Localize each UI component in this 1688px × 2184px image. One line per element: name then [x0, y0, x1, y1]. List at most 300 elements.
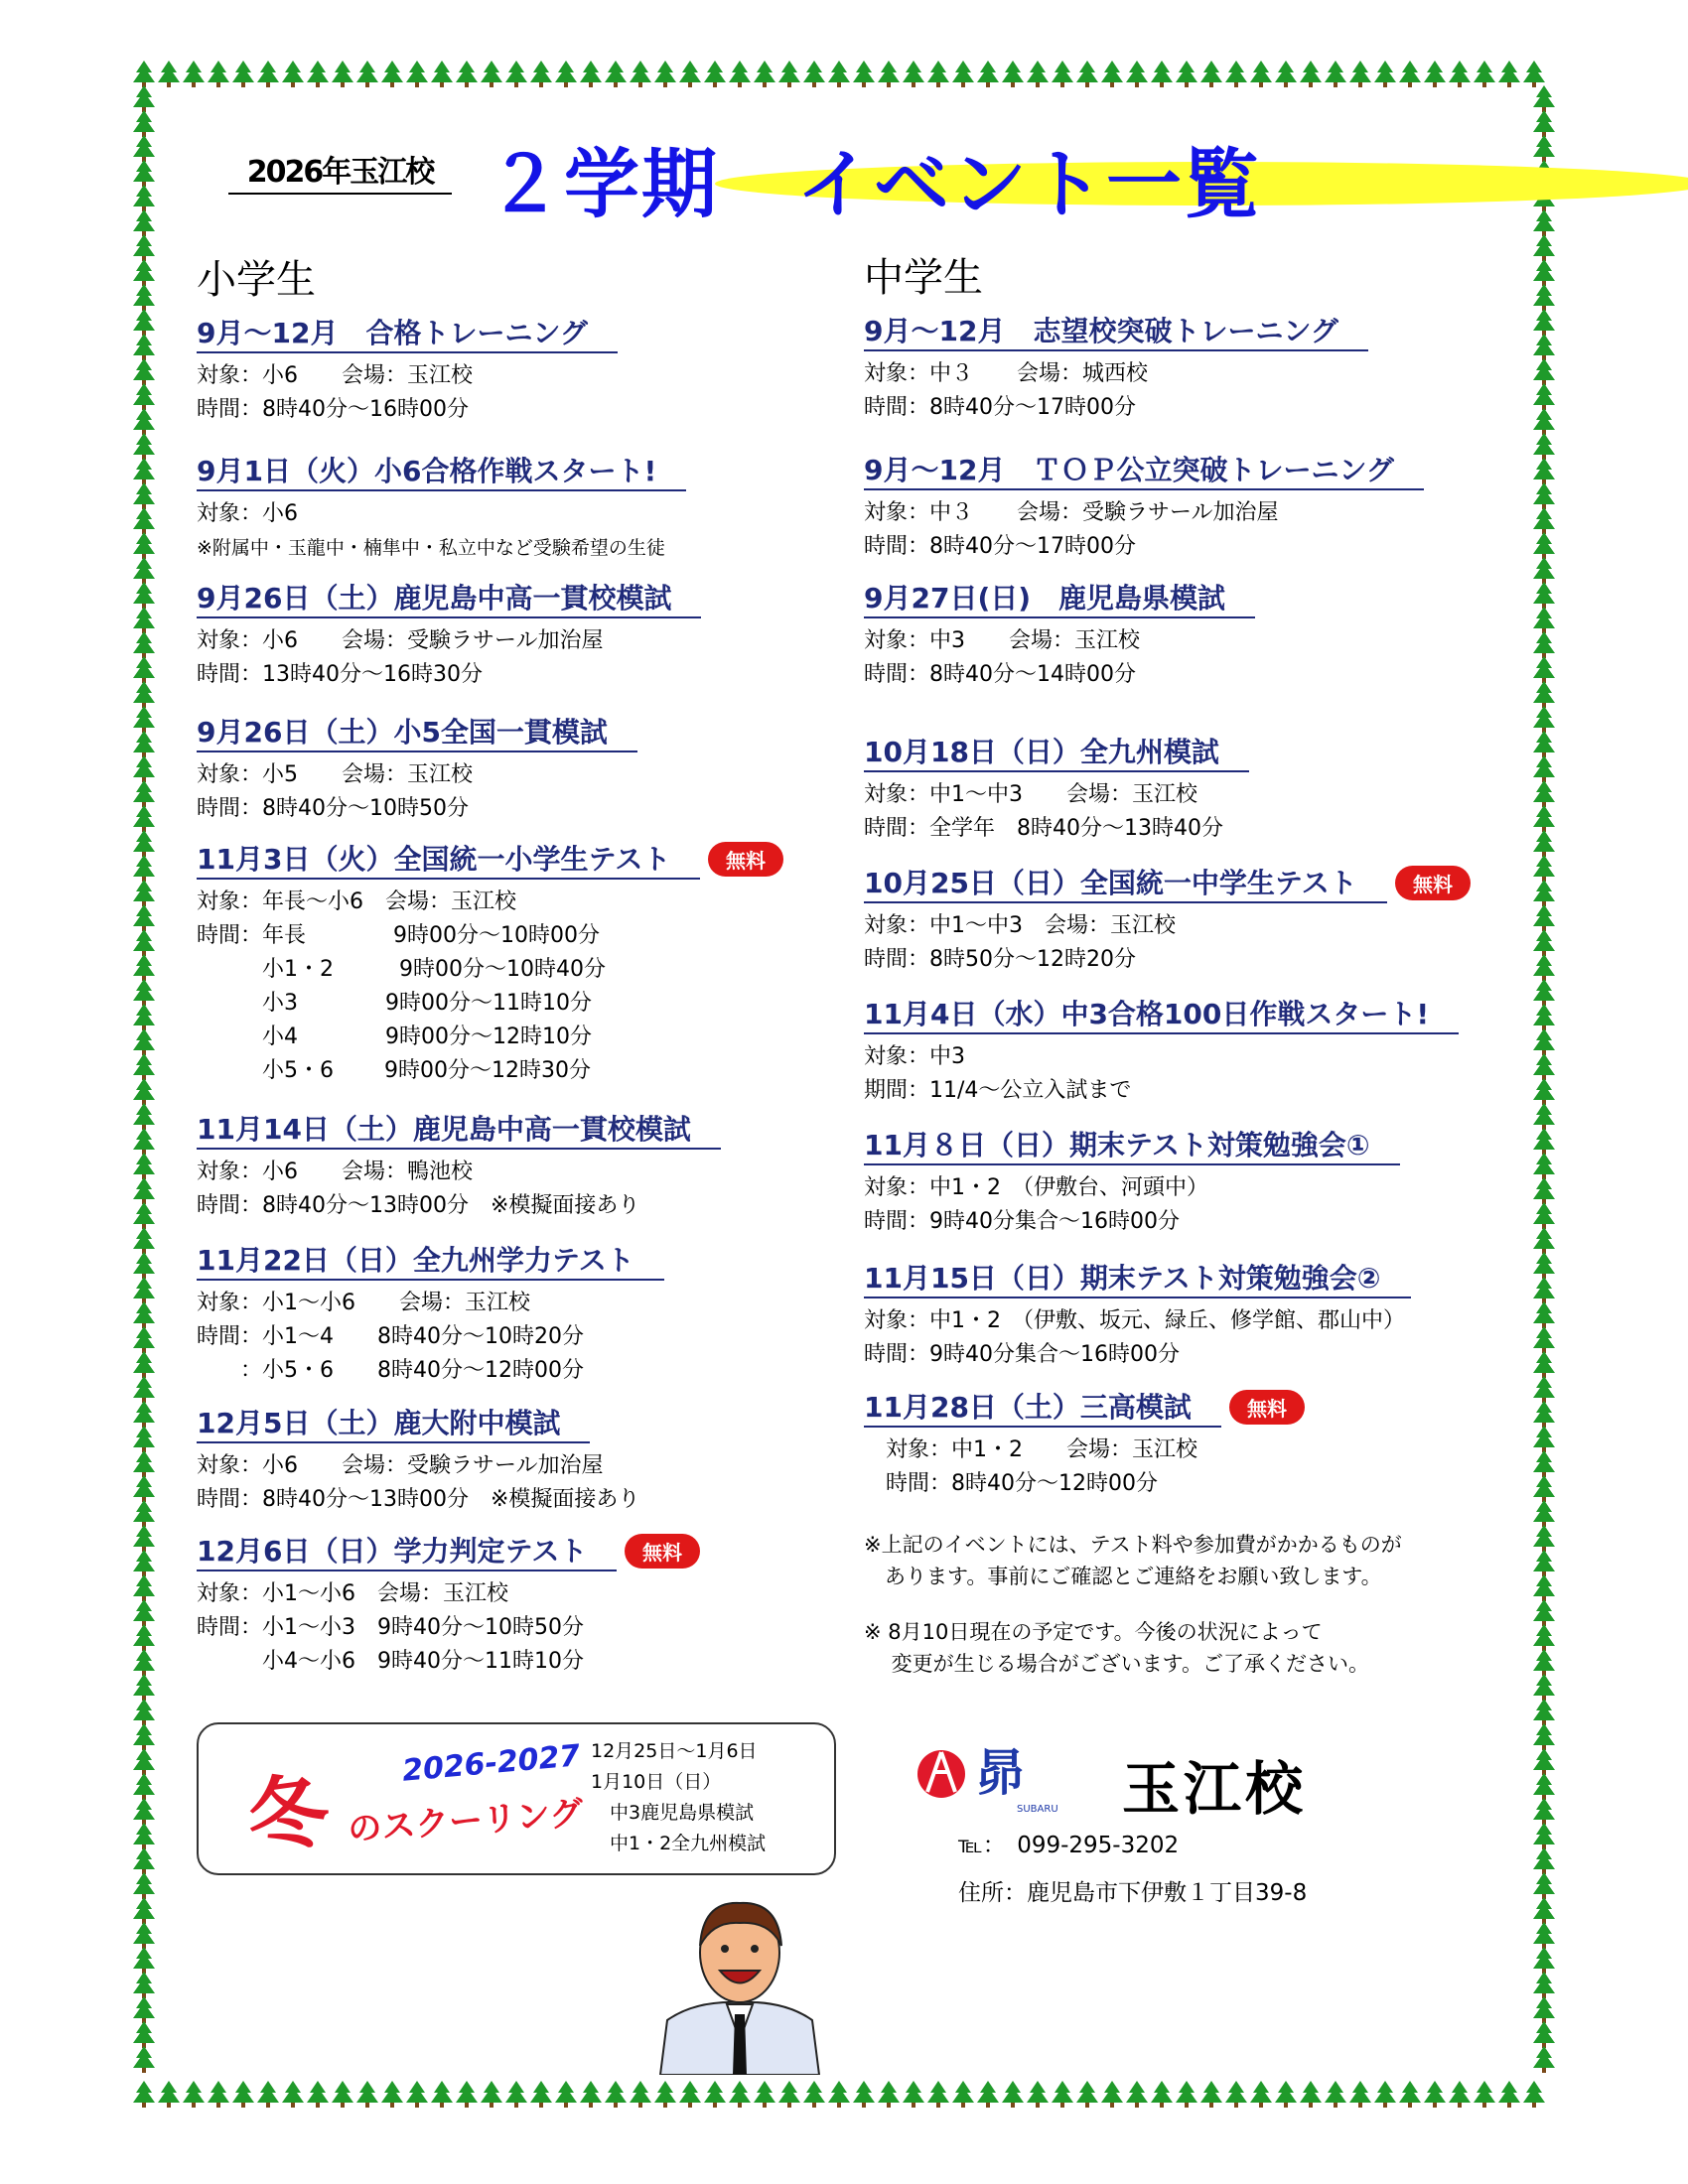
- tree-icon: [133, 1823, 155, 1849]
- tree-icon: [1349, 61, 1371, 87]
- teacher-illustration: [655, 1891, 824, 2075]
- free-badge: 無料: [1229, 1390, 1305, 1425]
- tree-icon: [679, 61, 701, 87]
- event-item: [864, 735, 1499, 846]
- tree-icon: [630, 2081, 651, 2108]
- event-line: 対象：小6 会場：鴨池校: [197, 1160, 473, 1184]
- tree-icon: [1474, 2081, 1495, 2108]
- tree-icon: [133, 358, 155, 385]
- tree-icon: [133, 607, 155, 633]
- tree-icon: [1027, 2081, 1049, 2108]
- tree-icon: [133, 482, 155, 509]
- tree-icon: [356, 61, 378, 87]
- tree-icon: [1533, 557, 1555, 584]
- event-item: [864, 453, 1499, 564]
- tree-icon: [133, 880, 155, 906]
- tree-icon: [1533, 234, 1555, 261]
- tree-icon: [1002, 2081, 1024, 2108]
- event-item: [197, 581, 832, 692]
- free-badge: 無料: [708, 842, 783, 877]
- tree-icon: [133, 780, 155, 807]
- winter-line: 中1・2全九州模試: [591, 1833, 767, 1854]
- tree-icon: [1052, 61, 1073, 87]
- tree-icon: [878, 61, 900, 87]
- tree-icon: [133, 1475, 155, 1502]
- address: 住所：鹿児島市下伊敷１丁目39-8: [958, 1880, 1308, 1906]
- tree-icon: [654, 2081, 676, 2108]
- tree-icon: [406, 61, 428, 87]
- tree-icon: [853, 2081, 875, 2108]
- tree-icon: [903, 2081, 924, 2108]
- event-line: 対象：年長〜小6 会場：玉江校: [197, 889, 516, 914]
- tree-icon: [1533, 482, 1555, 509]
- tree-icon: [232, 2081, 254, 2108]
- tree-icon: [133, 234, 155, 261]
- tree-icon: [133, 1202, 155, 1229]
- tree-icon: [1533, 1103, 1555, 1130]
- tree-icon: [1533, 383, 1555, 410]
- tree-icon: [1533, 408, 1555, 435]
- tree-icon: [803, 61, 825, 87]
- event-item: [197, 454, 832, 565]
- tree-icon: [1533, 1351, 1555, 1378]
- tree-icon: [1374, 61, 1396, 87]
- tree-icon: [1523, 61, 1545, 87]
- tree-icon: [133, 706, 155, 733]
- tree-icon: [1533, 1277, 1555, 1303]
- tree-icon: [1533, 433, 1555, 460]
- tree-icon: [927, 61, 949, 87]
- tree-icon: [133, 160, 155, 187]
- winter-schooling-text: のスクーリング: [347, 1793, 585, 1850]
- tree-icon: [853, 61, 875, 87]
- tree-icon: [1533, 1823, 1555, 1849]
- event-item: [864, 1390, 1499, 1501]
- tree-icon: [1449, 2081, 1471, 2108]
- tree-icon: [282, 2081, 304, 2108]
- tree-icon: [133, 631, 155, 658]
- tree-icon: [530, 2081, 552, 2108]
- event-line: 時間：9時40分集合〜16時00分: [864, 1342, 1180, 1367]
- event-title: 10月25日（日）全国統一中学生テスト: [864, 866, 1387, 903]
- event-line: 対象：小6 会場：受験ラサール加治屋: [197, 1453, 604, 1478]
- tree-icon: [133, 1649, 155, 1676]
- tree-icon: [555, 2081, 577, 2108]
- tree-icon: [133, 855, 155, 882]
- event-line: 時間：8時40分〜14時00分: [864, 662, 1136, 687]
- tree-icon: [1533, 1872, 1555, 1899]
- tree-icon: [1533, 1897, 1555, 1924]
- tree-icon: [1300, 61, 1322, 87]
- tree-icon: [456, 61, 478, 87]
- tree-icon: [133, 1401, 155, 1428]
- event-line: 対象：中３ 会場：受験ラサール加治屋: [864, 500, 1279, 525]
- tree-icon: [133, 1699, 155, 1725]
- tree-icon: [1533, 904, 1555, 931]
- tree-icon: [1533, 1649, 1555, 1676]
- tree-icon: [133, 1972, 155, 1998]
- tree-icon: [952, 2081, 974, 2108]
- tree-icon: [133, 61, 155, 87]
- tree-icon: [605, 2081, 627, 2108]
- tree-icon: [133, 557, 155, 584]
- tree-icon: [878, 2081, 900, 2108]
- tree-icon: [1533, 755, 1555, 782]
- tree-icon: [1533, 1450, 1555, 1477]
- tree-icon: [133, 731, 155, 757]
- tree-icon: [1533, 458, 1555, 484]
- tree-icon: [133, 1897, 155, 1924]
- winter-line: 1月10日（日）: [591, 1771, 722, 1793]
- event-line: 対象：小5 会場：玉江校: [197, 762, 473, 787]
- tree-icon: [1533, 1376, 1555, 1403]
- tree-icon: [1533, 1599, 1555, 1626]
- event-line: 時間：小1〜小3 9時40分〜10時50分: [197, 1615, 584, 1640]
- event-line: 対象：中1・2 会場：玉江校: [864, 1437, 1197, 1462]
- tree-icon: [332, 2081, 353, 2108]
- tree-icon: [977, 61, 999, 87]
- tree-icon: [828, 2081, 850, 2108]
- tree-icon: [1449, 61, 1471, 87]
- tree-icon: [1533, 1177, 1555, 1204]
- event-line: 期間：11/4〜公立入試まで: [864, 1078, 1132, 1103]
- tree-icon: [133, 2081, 155, 2108]
- tree-icon: [1126, 61, 1148, 87]
- tree-icon: [927, 2081, 949, 2108]
- tree-icon: [133, 805, 155, 832]
- tree-icon: [1498, 61, 1520, 87]
- winter-schooling-box: [197, 1722, 836, 1875]
- tree-icon: [133, 1500, 155, 1527]
- tree-icon: [133, 1599, 155, 1626]
- tree-icon: [1533, 1847, 1555, 1874]
- tree-icon: [605, 61, 627, 87]
- event-line: 対象：小1〜小6 会場：玉江校: [197, 1581, 508, 1606]
- tree-icon: [1325, 2081, 1346, 2108]
- tree-icon: [1533, 1202, 1555, 1229]
- tree-icon: [1275, 61, 1297, 87]
- tree-icon: [1533, 1128, 1555, 1155]
- tree-icon: [1533, 1674, 1555, 1701]
- tree-icon: [754, 2081, 775, 2108]
- subaru-logo-icon: [914, 1732, 1112, 1822]
- event-item: [864, 314, 1499, 425]
- tree-icon: [133, 1028, 155, 1055]
- tree-icon: [133, 1227, 155, 1254]
- contact-info: [958, 1822, 1307, 1917]
- event-title: 9月1日（火）小6合格作戦スタート!: [197, 454, 686, 491]
- tree-icon: [406, 2081, 428, 2108]
- tree-icon: [1176, 2081, 1197, 2108]
- year-school-label: 2026年玉江校: [228, 147, 452, 195]
- tree-icon: [1349, 2081, 1371, 2108]
- tree-icon: [133, 1351, 155, 1378]
- event-line: 対象：中1〜中3 会場：玉江校: [864, 913, 1176, 938]
- tree-icon: [133, 830, 155, 857]
- event-title: 9月26日（土）鹿児島中高一貫校模試: [197, 581, 701, 618]
- tree-icon: [1533, 1574, 1555, 1601]
- tree-icon: [1498, 2081, 1520, 2108]
- tree-icon: [1101, 61, 1123, 87]
- tree-icon: [133, 1798, 155, 1825]
- event-line: 対象：小6 会場：受験ラサール加治屋: [197, 628, 604, 653]
- tree-icon: [133, 408, 155, 435]
- event-title: 9月〜12月 志望校突破トレーニング: [864, 314, 1368, 351]
- tree-icon: [133, 209, 155, 236]
- event-item: [864, 1128, 1499, 1239]
- event-title: 11月８日（日）期末テスト対策勉強会①: [864, 1128, 1400, 1165]
- event-line: 対象：中1・2 （伊敷台、河頭中）: [864, 1175, 1208, 1200]
- tree-icon: [630, 61, 651, 87]
- event-title: 10月18日（日）全九州模試: [864, 735, 1249, 772]
- tree-icon: [133, 681, 155, 708]
- tree-icon: [133, 1748, 155, 1775]
- tree-icon: [133, 433, 155, 460]
- tree-icon: [704, 61, 726, 87]
- tree-icon: [133, 532, 155, 559]
- tree-icon: [1533, 1078, 1555, 1105]
- tree-icon: [431, 2081, 453, 2108]
- event-line: 時間：年長 9時00分〜10時00分: [197, 923, 600, 948]
- tree-icon: [1275, 2081, 1297, 2108]
- event-line: 時間：9時40分集合〜16時00分: [864, 1209, 1180, 1234]
- tree-icon: [1533, 1699, 1555, 1725]
- tree-icon: [1533, 1252, 1555, 1279]
- event-line: 対象：中3: [864, 1044, 965, 1069]
- event-item: [197, 316, 832, 427]
- tree-icon: [729, 61, 751, 87]
- tree-icon: [505, 2081, 527, 2108]
- logo-sub: SUBARU: [1017, 1804, 1058, 1815]
- winter-years: 2026-2027: [400, 1738, 582, 1789]
- elementary-heading: 小学生: [197, 257, 316, 303]
- tree-icon: [1325, 61, 1346, 87]
- event-line: 対象：中3 会場：玉江校: [864, 628, 1140, 653]
- winter-kanji: 冬: [240, 1762, 336, 1868]
- event-title: 11月15日（日）期末テスト対策勉強会②: [864, 1261, 1411, 1298]
- tree-icon: [133, 1847, 155, 1874]
- tree-icon: [1225, 61, 1247, 87]
- tree-icon: [952, 61, 974, 87]
- event-item: [197, 1243, 832, 1388]
- tree-icon: [505, 61, 527, 87]
- tree-icon: [580, 2081, 602, 2108]
- tree-icon: [1533, 532, 1555, 559]
- event-line: 対象：小1〜小6 会場：玉江校: [197, 1291, 530, 1315]
- tree-icon: [133, 1773, 155, 1800]
- event-title: 11月28日（土）三高模試: [864, 1390, 1221, 1428]
- event-item: [197, 715, 832, 826]
- tree-icon: [133, 1674, 155, 1701]
- tree-icon: [1533, 334, 1555, 360]
- free-badge: 無料: [625, 1534, 700, 1569]
- tree-icon: [1533, 830, 1555, 857]
- tree-icon: [1300, 2081, 1322, 2108]
- tree-icon: [1200, 2081, 1222, 2108]
- event-line: 時間：全学年 8時40分〜13時40分: [864, 816, 1223, 841]
- event-line: 時間：8時40分〜13時00分 ※模擬面接あり: [197, 1193, 640, 1218]
- tree-icon: [828, 61, 850, 87]
- tree-icon: [1399, 2081, 1421, 2108]
- tel: ℡： 099-295-3202: [958, 1833, 1180, 1858]
- event-line: 小4 9時00分〜12時10分: [197, 1024, 592, 1049]
- tree-icon: [778, 2081, 800, 2108]
- event-title: 9月〜12月 合格トレーニング: [197, 316, 618, 353]
- tree-icon: [530, 61, 552, 87]
- event-line: 対象：小6: [197, 501, 298, 526]
- junior-high-heading: 中学生: [864, 255, 983, 301]
- tree-icon: [1076, 2081, 1098, 2108]
- tree-icon: [133, 1252, 155, 1279]
- tree-icon: [481, 61, 502, 87]
- tree-icon: [803, 2081, 825, 2108]
- tree-icon: [133, 1574, 155, 1601]
- tree-icon: [654, 61, 676, 87]
- tree-icon: [282, 61, 304, 87]
- tree-icon: [1533, 607, 1555, 633]
- tree-icon: [133, 1153, 155, 1179]
- event-line: 対象：中３ 会場：城西校: [864, 361, 1149, 386]
- tree-icon: [1533, 110, 1555, 137]
- tree-icon: [1027, 61, 1049, 87]
- tree-icon: [1533, 1773, 1555, 1800]
- page-title-wrap: [487, 124, 1261, 228]
- tree-icon: [133, 1922, 155, 1949]
- event-title: 11月14日（土）鹿児島中高一貫校模試: [197, 1112, 721, 1150]
- event-line: 時間：小1〜4 8時40分〜10時20分: [197, 1324, 584, 1349]
- event-item: [864, 1261, 1499, 1372]
- tree-icon: [1533, 2046, 1555, 2073]
- tree-icon: [133, 1723, 155, 1750]
- tree-icon: [133, 383, 155, 410]
- tree-icon: [133, 1550, 155, 1576]
- tree-icon: [158, 61, 180, 87]
- tree-icon: [1474, 61, 1495, 87]
- tree-icon: [133, 1450, 155, 1477]
- tree-icon: [133, 309, 155, 336]
- event-item: [197, 842, 832, 1088]
- tree-icon: [133, 334, 155, 360]
- tree-icon: [133, 904, 155, 931]
- note-2: ※ 8月10日現在の予定です。今後の状況によって 変更が生じる場合がございます。ご了承ください。: [864, 1620, 1369, 1676]
- event-line: 時間：13時40分〜16時30分: [197, 662, 483, 687]
- tree-icon: [133, 1872, 155, 1899]
- tree-icon: [1076, 61, 1098, 87]
- tree-icon: [1533, 309, 1555, 336]
- tree-icon: [257, 2081, 279, 2108]
- tree-icon: [133, 1947, 155, 1974]
- event-item: [864, 997, 1499, 1108]
- tree-icon: [1533, 209, 1555, 236]
- tree-icon: [133, 656, 155, 683]
- tree-icon: [133, 1525, 155, 1552]
- event-item: [197, 1406, 832, 1517]
- tree-icon: [133, 135, 155, 162]
- tree-icon: [1533, 1550, 1555, 1576]
- tree-icon: [1533, 780, 1555, 807]
- tree-icon: [133, 929, 155, 956]
- event-title: 12月6日（日）学力判定テスト: [197, 1534, 617, 1571]
- tree-icon: [1533, 706, 1555, 733]
- tree-icon: [679, 2081, 701, 2108]
- tree-icon: [133, 1301, 155, 1328]
- tree-icon: [1523, 2081, 1545, 2108]
- event-line: 対象：中1・2 （伊敷、坂元、緑丘、修学館、郡山中）: [864, 1308, 1405, 1333]
- event-line: 時間：8時40分〜13時00分 ※模擬面接あり: [197, 1487, 640, 1512]
- event-title: 11月22日（日）全九州学力テスト: [197, 1243, 664, 1281]
- event-line: 時間：8時40分〜10時50分: [197, 796, 469, 821]
- notes: [864, 1529, 1402, 1680]
- tree-icon: [1533, 358, 1555, 385]
- winter-line: 中3鹿児島県模試: [591, 1802, 755, 1824]
- event-item: [197, 1112, 832, 1223]
- tree-icon: [133, 1103, 155, 1130]
- note-1: ※上記のイベントには、テスト料や参加費がかかるものが あります。事前にご確認とご連絡をお願い致します。: [864, 1533, 1402, 1588]
- tree-icon: [307, 61, 329, 87]
- tree-icon: [1101, 2081, 1123, 2108]
- event-line: 時間：8時40分〜12時00分: [864, 1471, 1158, 1496]
- tree-icon: [257, 61, 279, 87]
- tree-icon: [1533, 1723, 1555, 1750]
- tree-icon: [1533, 259, 1555, 286]
- event-title: 9月〜12月 ＴＯＰ公立突破トレーニング: [864, 453, 1424, 490]
- tree-icon: [133, 185, 155, 211]
- tree-icon: [1399, 61, 1421, 87]
- tree-icon: [1533, 1525, 1555, 1552]
- free-badge: 無料: [1395, 866, 1471, 900]
- tree-icon: [1533, 135, 1555, 162]
- tree-icon: [1200, 61, 1222, 87]
- tree-icon: [183, 2081, 205, 2108]
- tree-icon: [1533, 1301, 1555, 1328]
- tree-icon: [1533, 284, 1555, 311]
- tree-icon: [1533, 507, 1555, 534]
- event-title: 12月5日（土）鹿大附中模試: [197, 1406, 590, 1443]
- tree-icon: [133, 1078, 155, 1105]
- tree-icon: [580, 61, 602, 87]
- event-line: 対象：小6 会場：玉江校: [197, 363, 473, 388]
- tree-icon: [1533, 1053, 1555, 1080]
- tree-icon: [133, 1053, 155, 1080]
- tree-icon: [555, 61, 577, 87]
- tree-icon: [1533, 582, 1555, 609]
- event-title: 11月4日（水）中3合格100日作戦スタート!: [864, 997, 1459, 1034]
- tree-icon: [1533, 1500, 1555, 1527]
- tree-icon: [158, 2081, 180, 2108]
- event-title: 9月27日(日) 鹿児島県模試: [864, 581, 1255, 618]
- event-line: 時間：8時50分〜12時20分: [864, 947, 1136, 972]
- tree-icon: [481, 2081, 502, 2108]
- tree-icon: [1533, 1972, 1555, 1998]
- tree-icon: [1151, 2081, 1173, 2108]
- tree-icon: [1052, 2081, 1073, 2108]
- tree-icon: [133, 85, 155, 112]
- event-line: 小4〜小6 9時40分〜11時10分: [197, 1649, 584, 1674]
- subaru-logo: [914, 1732, 1112, 1826]
- event-line: 小3 9時00分〜11時10分: [197, 991, 592, 1016]
- tree-icon: [133, 1128, 155, 1155]
- event-title: 9月26日（土）小5全国一貫模試: [197, 715, 637, 752]
- tree-icon: [133, 1624, 155, 1651]
- tree-icon: [381, 61, 403, 87]
- tree-icon: [1533, 656, 1555, 683]
- tree-icon: [1533, 1326, 1555, 1353]
- event-line: 小1・2 9時00分〜10時40分: [197, 957, 606, 982]
- tree-icon: [1374, 2081, 1396, 2108]
- event-line: ：小5・6 8時40分〜12時00分: [197, 1358, 584, 1383]
- tree-icon: [133, 755, 155, 782]
- tree-icon: [1533, 1996, 1555, 2023]
